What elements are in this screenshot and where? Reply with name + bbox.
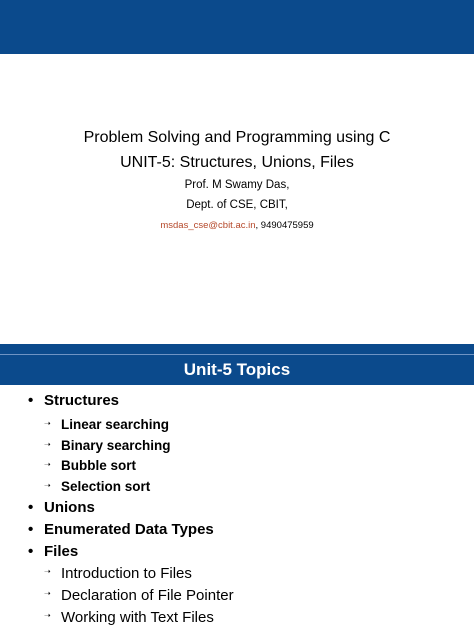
bullet-icon: • <box>28 499 34 516</box>
arrow-bullet-icon: ➝ <box>44 460 51 469</box>
topic-enumerated-data-types: • Enumerated Data Types <box>28 521 214 538</box>
topic-structures: • Structures <box>28 392 120 409</box>
subtopic-introduction-to-files: ➝ Introduction to Files <box>44 565 192 582</box>
topic-files: • Files <box>28 543 79 560</box>
bullet-icon: • <box>28 521 34 538</box>
email-link[interactable]: msdas_cse@cbit.ac.in <box>160 220 256 231</box>
course-title: Problem Solving and Programming using C <box>83 129 391 146</box>
subtopic-binary-searching: ➝ Binary searching <box>44 438 171 453</box>
topics-slide-title: Unit-5 Topics <box>0 355 474 385</box>
subtopic-declaration-of-file-pointer: ➝ Declaration of File Pointer <box>44 587 234 604</box>
arrow-bullet-icon: ➝ <box>44 419 51 428</box>
unit-title: UNIT-5: Structures, Unions, Files <box>120 154 354 171</box>
arrow-bullet-icon: ➝ <box>44 481 51 490</box>
contact-line <box>0 220 474 231</box>
subtopic-linear-searching: ➝ Linear searching <box>44 417 170 432</box>
author-dept: Dept. of CSE, CBIT, <box>186 199 288 211</box>
author-name: Prof. M Swamy Das, <box>184 179 290 191</box>
bullet-icon: • <box>28 543 34 560</box>
phone-number: , 9490475959 <box>255 220 314 231</box>
topics-slide <box>0 344 474 632</box>
subtopic-selection-sort: ➝ Selection sort <box>44 479 151 494</box>
subtopic-working-with-text-files: ➝ Working with Text Files <box>44 609 214 626</box>
subtopic-bubble-sort: ➝ Bubble sort <box>44 458 137 473</box>
bullet-icon: • <box>28 392 34 409</box>
topic-unions: • Unions <box>28 499 95 516</box>
arrow-bullet-icon: ➝ <box>44 440 51 449</box>
topics-slide-top-band <box>0 344 474 354</box>
arrow-bullet-icon: ➝ <box>44 589 51 598</box>
arrow-bullet-icon: ➝ <box>44 567 51 576</box>
title-slide-header-bar <box>0 0 474 54</box>
arrow-bullet-icon: ➝ <box>44 611 51 620</box>
